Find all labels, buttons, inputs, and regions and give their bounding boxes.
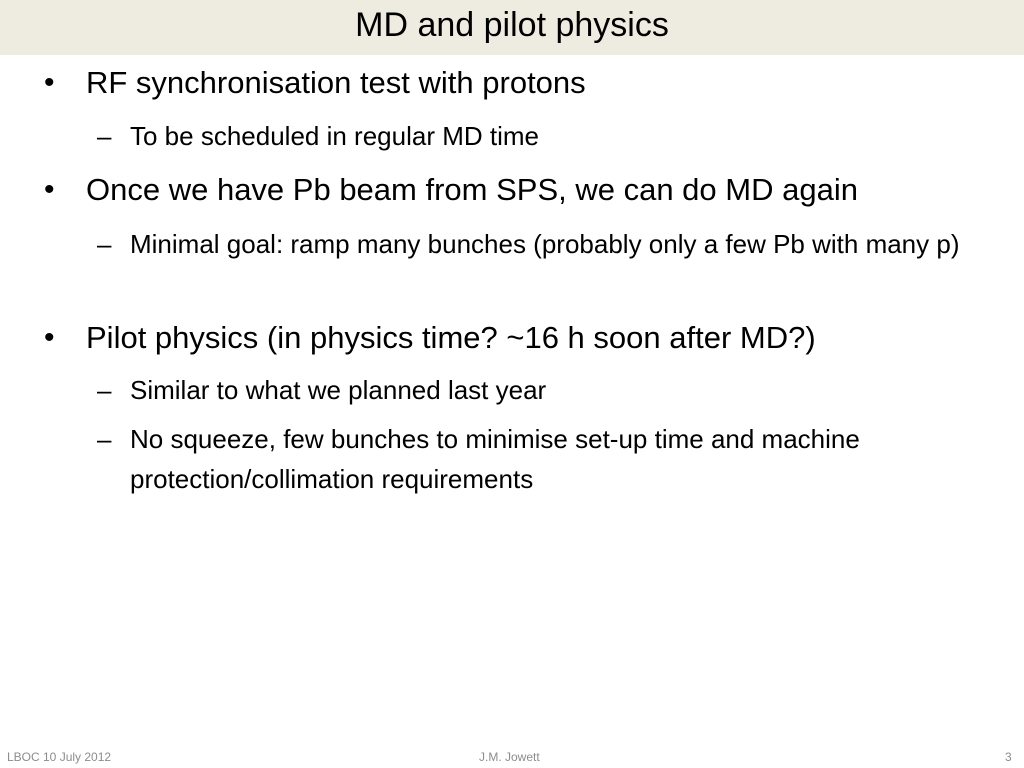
sub-bullet-text: Minimal goal: ramp many bunches (probably only a few Pb with many p) (130, 229, 960, 259)
sub-bullet-text: To be scheduled in regular MD time (130, 121, 539, 151)
bullet-text: RF synchronisation test with protons (86, 65, 586, 100)
bullet-glyph: • (44, 173, 55, 206)
page-number: 3 (1005, 750, 1012, 764)
bullet-glyph: • (44, 66, 55, 99)
bullet-text: Once we have Pb beam from SPS, we can do MD again (86, 172, 858, 207)
sub-bullet-text: No squeeze, few bunches to minimise set-up time and machine protection/collimation requirements (130, 424, 860, 494)
sub-bullet-text: Similar to what we planned last year (130, 375, 547, 405)
sub-bullet-glyph: – (97, 121, 112, 151)
sub-bullet-glyph: – (97, 424, 112, 454)
footer-author: J.M. Jowett (479, 750, 540, 764)
title-bar (0, 0, 1024, 55)
sub-bullet-glyph: – (97, 229, 112, 259)
sub-bullet-glyph: – (97, 375, 112, 405)
slide-title: MD and pilot physics (355, 6, 669, 44)
footer-date: LBOC 10 July 2012 (7, 750, 112, 764)
bullet-glyph: • (44, 321, 55, 354)
bullet-text: Pilot physics (in physics time? ~16 h soon after MD?) (86, 320, 816, 355)
